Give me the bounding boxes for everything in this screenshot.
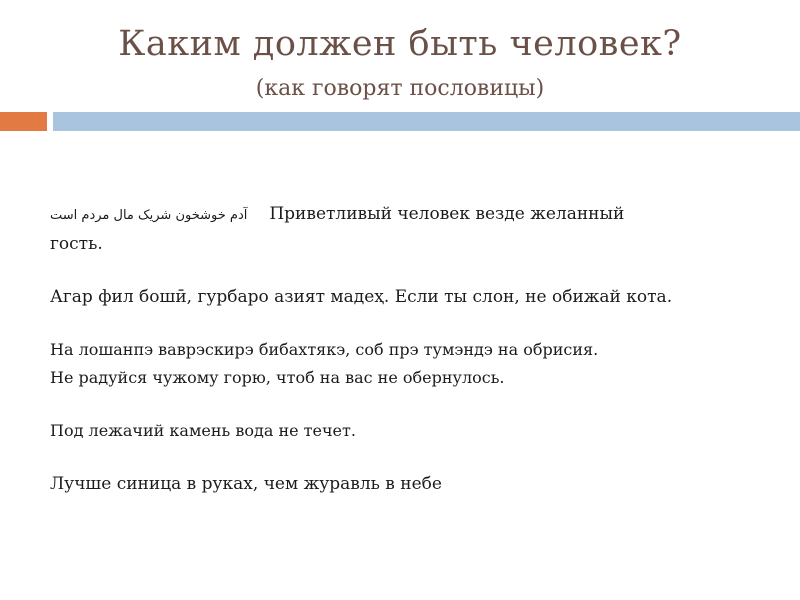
- proverb-russian-1: Под лежачий камень вода не течет.: [50, 421, 356, 440]
- proverb-romani: На лошанпэ ваврэскирэ бибахтякэ, соб прэ тумэндэ на обрисия.: [50, 340, 599, 359]
- persian-proverb-translation-cont: гость.: [50, 234, 103, 254]
- proverb-tajik: Агар фил бошӣ, гурбаро азият мадеҳ. Если ты слон, не обижай кота.: [50, 287, 673, 307]
- spacer: [50, 311, 750, 336]
- proverb-list: [50, 200, 750, 498]
- persian-proverb-text: آدم خوشخون شریک مال مردم است: [50, 208, 248, 223]
- spacer: [50, 258, 750, 283]
- proverb-persian: [50, 200, 750, 230]
- proverb-russian-2: Лучше синица в руках, чем журавль в небе: [50, 474, 442, 494]
- slide-title: Каким должен быть человек?: [118, 24, 682, 64]
- persian-proverb-translation: Приветливый человек везде желанный: [269, 204, 625, 224]
- accent-bar-orange: [0, 112, 47, 131]
- slide-subtitle: (как говорят пословицы): [255, 76, 545, 101]
- spacer: [50, 445, 750, 470]
- accent-bar-blue: [53, 112, 800, 131]
- proverb-romani-translation: Не радуйся чужому горю, чтоб на вас не обернулось.: [50, 368, 505, 387]
- spacer: [50, 392, 750, 417]
